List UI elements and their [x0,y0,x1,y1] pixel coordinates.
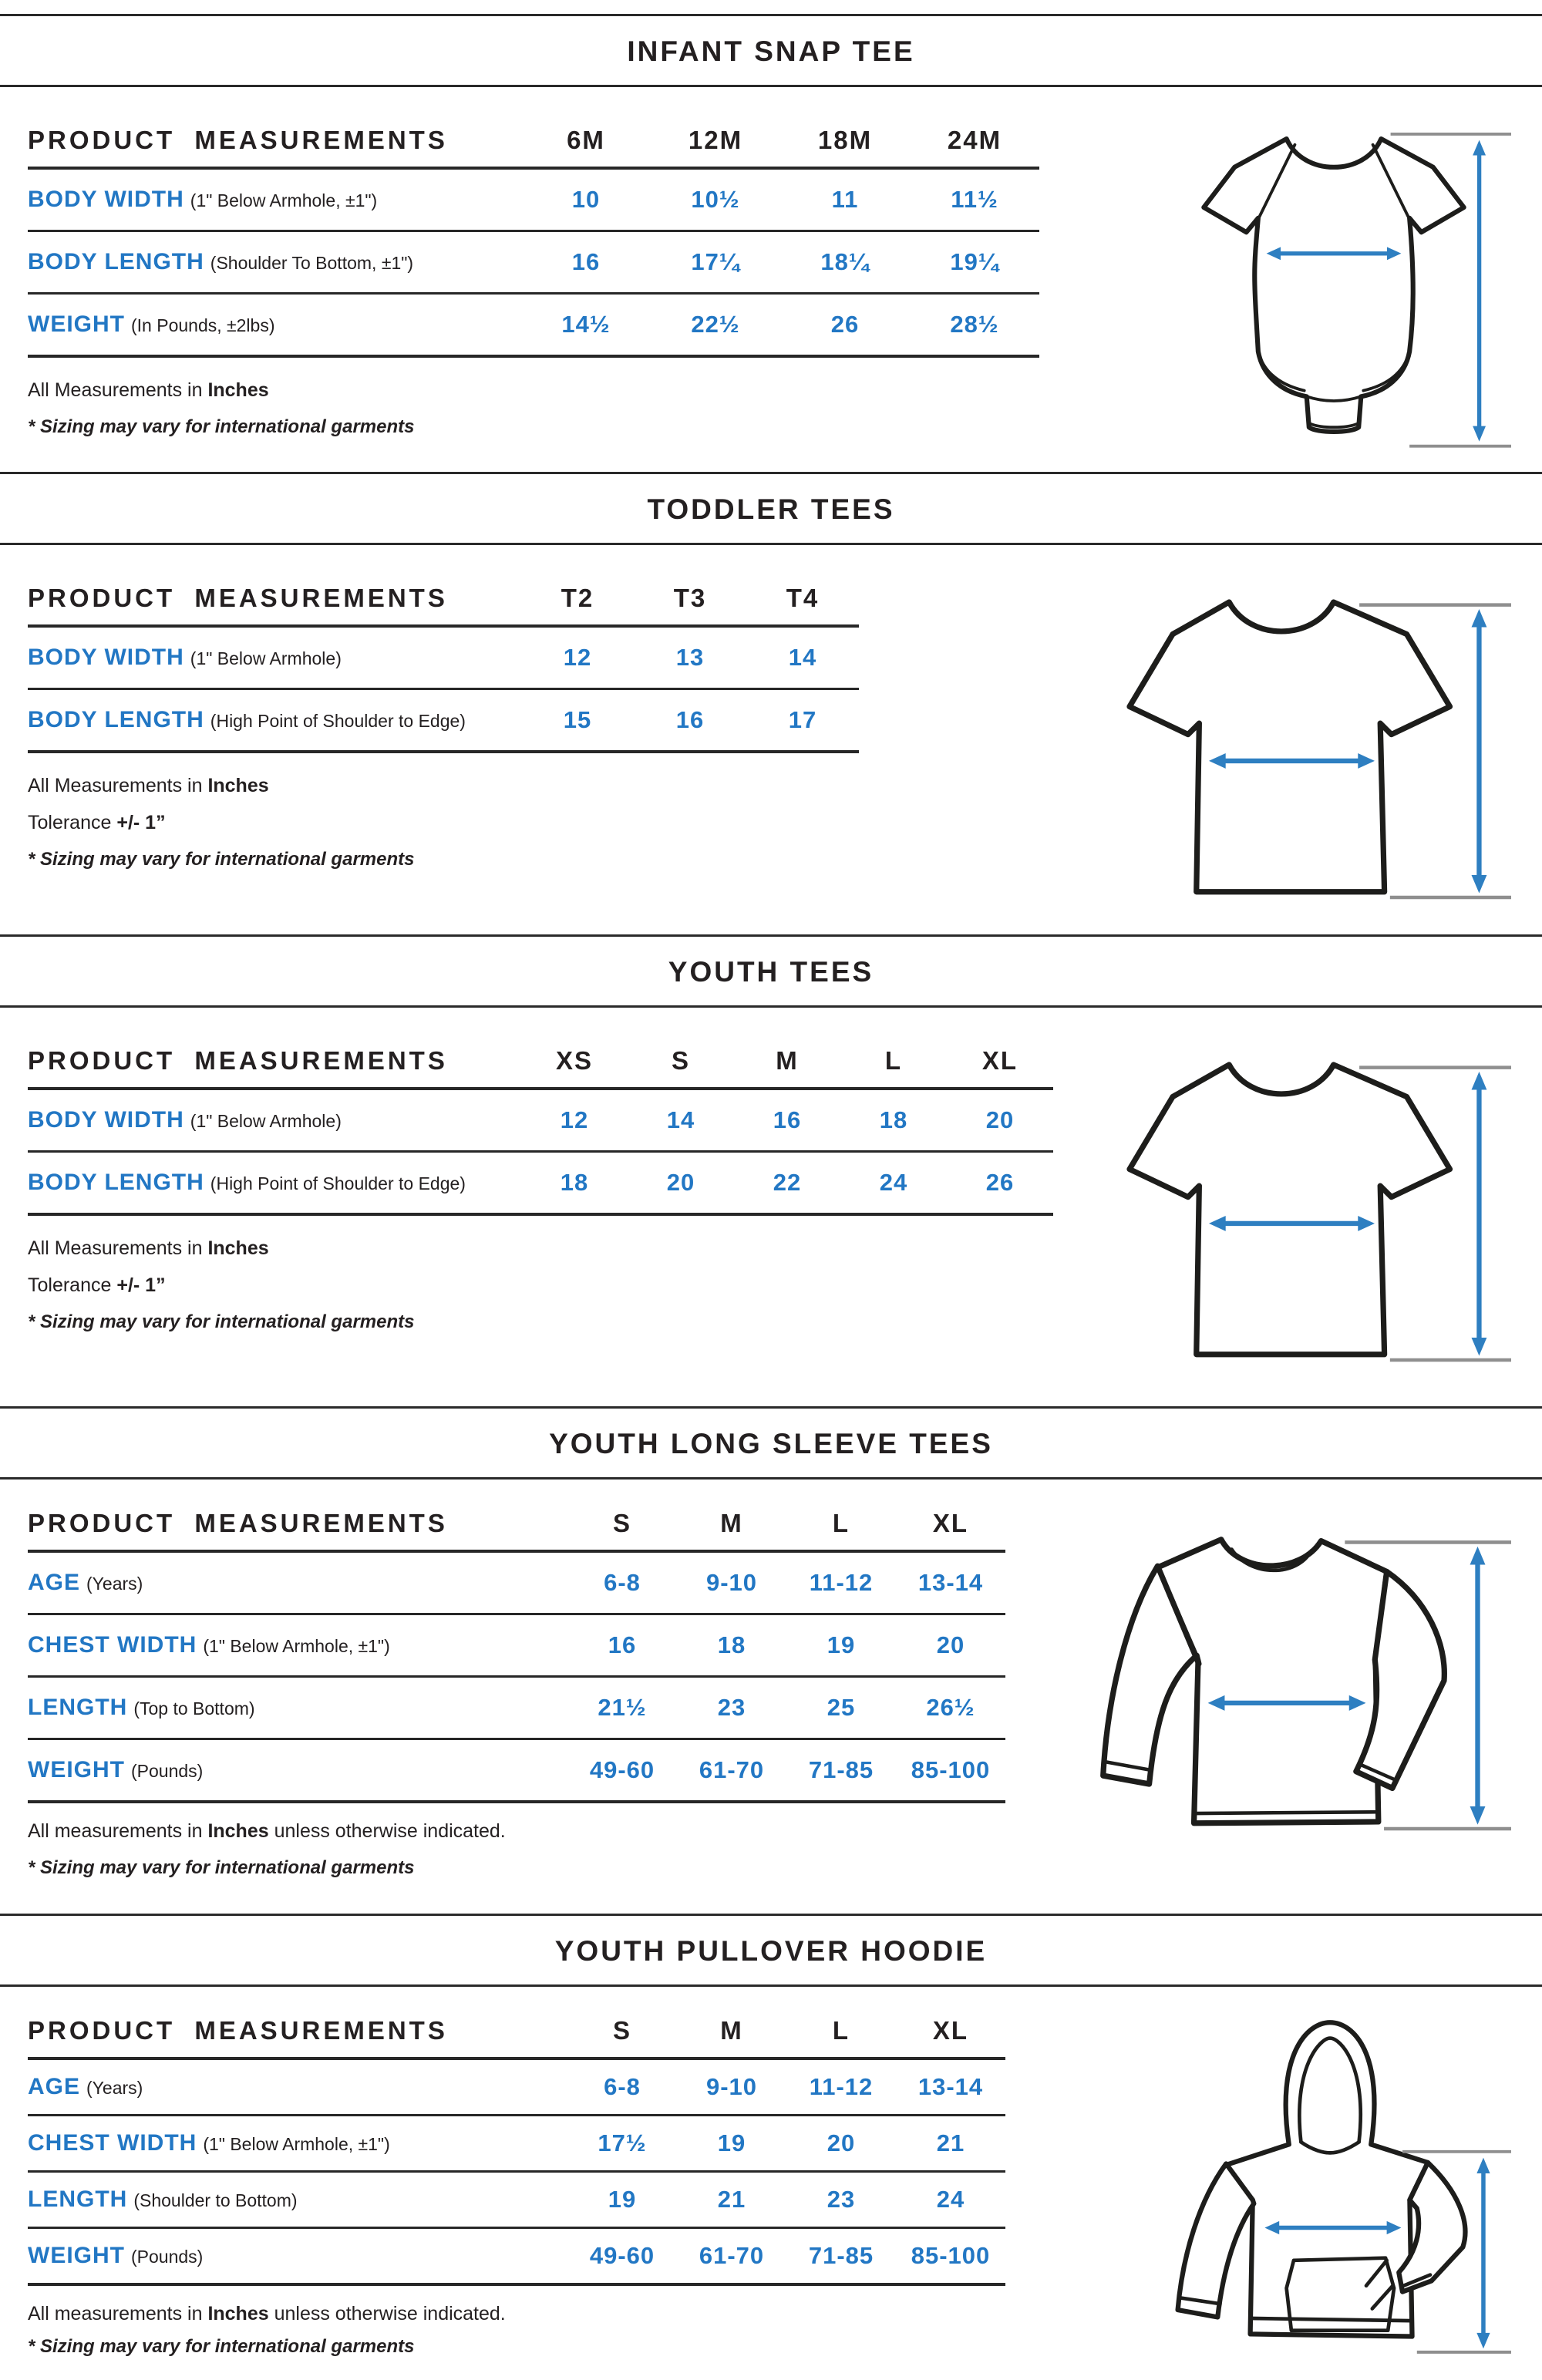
row-label: CHEST WIDTH [28,2130,197,2156]
row-label-cell [28,2130,567,2156]
onesie-illustration [1039,87,1514,467]
footnote [28,379,1039,402]
size-column-header: XL [932,2016,969,2045]
size-column-header: S [671,1046,690,1075]
measurement-value: 6-8 [604,1569,641,1596]
size-header-row [28,1046,1053,1087]
table-body [28,2060,1005,2283]
row-label-cell [28,2243,567,2269]
measurements-table [28,584,859,921]
measurement-value: 23 [717,1694,746,1721]
row-label-cell [28,1570,567,1596]
footnote-text: All Measurements in [28,775,208,796]
table-body [28,1553,1005,1800]
measurement-value: 19 [717,2129,746,2156]
row-label: WEIGHT [28,311,125,337]
size-header-row [28,2016,1005,2057]
hoodie-icon-svg [1149,2001,1511,2375]
row-label: BODY LENGTH [28,249,204,274]
table-row [28,690,859,750]
table-body [28,170,1039,355]
footnote [28,775,859,797]
measurement-value: 11-12 [809,2073,874,2100]
section-toddler-tees [0,472,1542,934]
tshirt-illustration [859,545,1514,921]
footnote-text: All Measurements in [28,1237,208,1259]
measurement-value: 16 [773,1106,802,1133]
size-column-header: T3 [673,584,707,612]
size-column-header: T2 [561,584,594,612]
measurement-value: 71-85 [808,1756,874,1783]
section-title: TODDLER TEES [647,493,895,525]
measurement-value: 21½ [598,1694,647,1721]
table-rule [28,2283,1005,2286]
table-row [28,295,1039,355]
size-column-header: 12M [688,126,743,154]
row-label-cell [28,187,521,213]
table-row [28,170,1039,230]
footnote-text: * Sizing may vary for international garments [28,1311,415,1332]
size-column-header: 6M [567,126,605,154]
size-column-header: XS [555,1046,594,1075]
section-title: YOUTH LONG SLEEVE TEES [549,1428,993,1459]
footnote [28,1311,1053,1333]
size-column-header: 18M [817,126,873,154]
tshirt-icon-svg [1079,1022,1511,1384]
measurement-value: 61-70 [699,1756,765,1783]
measurement-value: 9-10 [705,1569,758,1596]
measurement-value: 14 [788,644,817,671]
table-header-label: PRODUCT MEASUREMENTS [28,584,448,612]
measurement-value: 13 [675,644,705,671]
measurement-value: 22½ [691,311,740,338]
table-row [28,1615,1005,1675]
measurement-value: 19¼ [950,248,999,275]
footnote-text: unless otherwise indicated. [268,2303,506,2324]
onesie-icon-svg [1156,101,1511,467]
footnote [28,1274,1053,1297]
section-content [0,545,1542,921]
row-label-cell [28,249,521,275]
row-descriptor: (1" Below Armhole) [190,648,342,668]
footnote [28,849,859,870]
table-body [28,1090,1053,1213]
footnote-text: * Sizing may vary for international garments [28,416,415,437]
footnote-emphasis: Inches [207,1820,269,1842]
footnote-text: All Measurements in [28,379,208,401]
garment-outline [1130,602,1449,892]
footnote [28,812,859,834]
section-title: INFANT SNAP TEE [627,35,915,67]
size-column-header: S [612,1509,631,1537]
table-rule [28,355,1039,358]
garment-outline [1130,1065,1449,1355]
row-descriptor: (High Point of Shoulder to Edge) [210,711,466,731]
measurement-value: 24 [936,2186,965,2213]
measurement-value: 12 [560,1106,589,1133]
longsleeve-illustration [1005,1480,1514,1894]
size-column-header: M [720,1509,743,1537]
measurement-value: 71-85 [808,2242,874,2269]
footnotes [28,2303,1005,2358]
section-youth-tees [0,934,1542,1406]
footnote-emphasis: Inches [207,1237,269,1259]
row-label-cell [28,707,521,733]
size-column-header: XL [981,1046,1018,1075]
section-youth-long-sleeve-tees [0,1406,1542,1914]
table-row [28,628,859,688]
table-rule [28,1800,1005,1803]
measurement-value: 26½ [926,1694,975,1721]
measurement-value: 16 [608,1631,637,1658]
measurement-value: 14½ [561,311,611,338]
measurement-value: 20 [985,1106,1015,1133]
measurement-value: 61-70 [699,2242,765,2269]
row-label: BODY WIDTH [28,187,184,212]
row-descriptor: (1" Below Armhole, ±1") [190,190,378,210]
measurement-value: 49-60 [589,1756,655,1783]
section-content [0,1008,1542,1384]
row-label-cell [28,1695,567,1721]
measurement-value: 10½ [691,186,740,213]
section-content [0,1480,1542,1894]
row-descriptor: (1" Below Armhole, ±1") [203,1636,390,1656]
row-label: CHEST WIDTH [28,1632,197,1658]
measurement-value: 22 [773,1169,802,1196]
size-header-row [28,1509,1005,1550]
measurement-value: 25 [827,1694,856,1721]
size-column-header: T4 [786,584,820,612]
measurement-value: 16 [571,248,601,275]
size-column-header: L [884,1046,903,1075]
measurement-value: 23 [827,2186,856,2213]
size-column-header: 24M [947,126,1002,154]
section-infant-snap-tee [0,14,1542,472]
measurement-value: 20 [936,1631,965,1658]
measurement-value: 24 [879,1169,908,1196]
garment-outline [1204,139,1463,432]
row-descriptor: (Pounds) [131,1761,204,1781]
row-label: AGE [28,1570,81,1595]
table-row [28,2116,1005,2170]
footnote-emphasis: Inches [207,379,269,401]
row-descriptor: (1" Below Armhole) [190,1111,342,1131]
row-label: BODY WIDTH [28,1107,184,1133]
measurement-value: 20 [666,1169,695,1196]
measurement-value: 18¼ [820,248,870,275]
footnote-emphasis: Inches [207,2303,269,2324]
footnotes [28,775,859,870]
row-descriptor: (1" Below Armhole, ±1") [203,2134,390,2154]
row-label: WEIGHT [28,1757,125,1782]
measurement-value: 16 [675,706,705,733]
table-row [28,2229,1005,2283]
table-body [28,628,859,750]
row-label-cell [28,1107,521,1133]
table-row [28,232,1039,292]
footnote-emphasis: +/- 1” [116,1274,166,1296]
measurement-value: 14 [666,1106,695,1133]
size-column-header: S [612,2016,631,2045]
row-label: BODY LENGTH [28,1170,204,1195]
section-content [0,1987,1542,2375]
table-header-label: PRODUCT MEASUREMENTS [28,126,448,154]
table-header-label: PRODUCT MEASUREMENTS [28,1509,448,1537]
row-descriptor: (Top to Bottom) [133,1698,255,1719]
size-column-header: M [720,2016,743,2045]
footnote [28,1237,1053,1260]
table-rule [28,750,859,753]
size-column-header: M [776,1046,799,1075]
row-label: AGE [28,2074,81,2099]
table-rule [28,1213,1053,1216]
footnote-text: unless otherwise indicated. [268,1820,506,1842]
measurement-value: 28½ [950,311,999,338]
size-column-header: XL [932,1509,969,1537]
footnotes [28,1820,1005,1879]
footnote-text: All measurements in [28,1820,208,1842]
row-label-cell [28,1632,567,1658]
row-label-cell [28,2074,567,2100]
measurement-value: 10 [571,186,601,213]
section-title: YOUTH TEES [668,956,874,988]
size-header-row [28,126,1039,167]
measurement-value: 18 [560,1169,589,1196]
footnote [28,1857,1005,1879]
measurement-value: 15 [563,706,592,733]
row-label-cell [28,1170,521,1196]
measurement-value: 13-14 [917,2073,984,2100]
measurement-value: 18 [717,1631,746,1658]
row-label: BODY WIDTH [28,645,184,670]
table-row [28,1090,1053,1150]
tshirt-illustration [1053,1008,1514,1384]
row-label: BODY LENGTH [28,707,204,732]
hoodie-illustration [1005,1987,1514,2375]
measurements-table [28,1046,1053,1384]
table-row [28,2173,1005,2227]
measurement-value: 19 [608,2186,637,2213]
measurement-value: 6-8 [604,2073,641,2100]
section-title: YOUTH PULLOVER HOODIE [554,1935,988,1967]
footnote [28,1820,1005,1843]
longsleeve-icon-svg [1064,1493,1511,1870]
footnote-text: Tolerance [28,1274,117,1296]
measurement-value: 19 [827,1631,856,1658]
row-label-cell [28,2186,567,2213]
measurement-value: 18 [879,1106,908,1133]
row-descriptor: (Shoulder To Bottom, ±1") [210,253,414,273]
measurement-value: 26 [985,1169,1015,1196]
measurement-value: 11½ [951,186,998,213]
footnotes [28,379,1039,438]
measurement-value: 17¼ [691,248,740,275]
row-descriptor: (High Point of Shoulder to Edge) [210,1173,466,1193]
footnote [28,2303,1005,2325]
footnote-emphasis: Inches [207,775,269,796]
table-row [28,1740,1005,1800]
measurement-value: 17 [788,706,817,733]
measurement-value: 13-14 [917,1569,984,1596]
measurement-value: 11-12 [809,1569,874,1596]
footnote-text: * Sizing may vary for international garments [28,1857,415,1878]
measurement-value: 49-60 [589,2242,655,2269]
measurement-value: 20 [827,2129,856,2156]
table-row [28,2060,1005,2114]
measurement-value: 26 [830,311,860,338]
size-header-row [28,584,859,624]
row-label: LENGTH [28,1695,128,1720]
row-label-cell [28,311,521,338]
table-row [28,1678,1005,1738]
table-header-label: PRODUCT MEASUREMENTS [28,1046,448,1075]
table-row [28,1553,1005,1613]
measurement-value: 9-10 [705,2073,758,2100]
measurement-value: 21 [717,2186,746,2213]
footnote-emphasis: +/- 1” [116,812,166,833]
row-label-cell [28,645,521,671]
footnote-text: All measurements in [28,2303,208,2324]
row-descriptor: (Years) [86,2078,143,2098]
measurement-value: 12 [563,644,592,671]
table-row [28,1153,1053,1213]
table-header-label: PRODUCT MEASUREMENTS [28,2016,448,2045]
size-chart-document [0,14,1542,2380]
measurements-table [28,2016,1005,2375]
measurements-table [28,126,1039,467]
footnotes [28,1237,1053,1333]
measurement-value: 21 [936,2129,965,2156]
tshirt-icon-svg [1079,559,1511,921]
footnote-text: Tolerance [28,812,117,833]
section-content [0,87,1542,467]
row-descriptor: (Pounds) [131,2247,204,2267]
measurement-value: 85-100 [911,1756,991,1783]
measurement-value: 85-100 [911,2242,991,2269]
measurements-table [28,1509,1005,1894]
footnote [28,2336,1005,2358]
section-youth-pullover-hoodie [0,1914,1542,2380]
measurement-value: 17½ [598,2129,647,2156]
row-descriptor: (In Pounds, ±2lbs) [131,315,275,335]
row-label: WEIGHT [28,2243,125,2268]
row-descriptor: (Shoulder to Bottom) [133,2190,298,2210]
row-descriptor: (Years) [86,1574,143,1594]
row-label: LENGTH [28,2186,128,2212]
footnote [28,416,1039,438]
size-column-header: L [832,2016,850,2045]
row-label-cell [28,1757,567,1783]
footnote-text: * Sizing may vary for international garments [28,849,415,870]
footnote-text: * Sizing may vary for international garments [28,2336,415,2357]
measurement-value: 11 [831,186,859,213]
size-column-header: L [832,1509,850,1537]
